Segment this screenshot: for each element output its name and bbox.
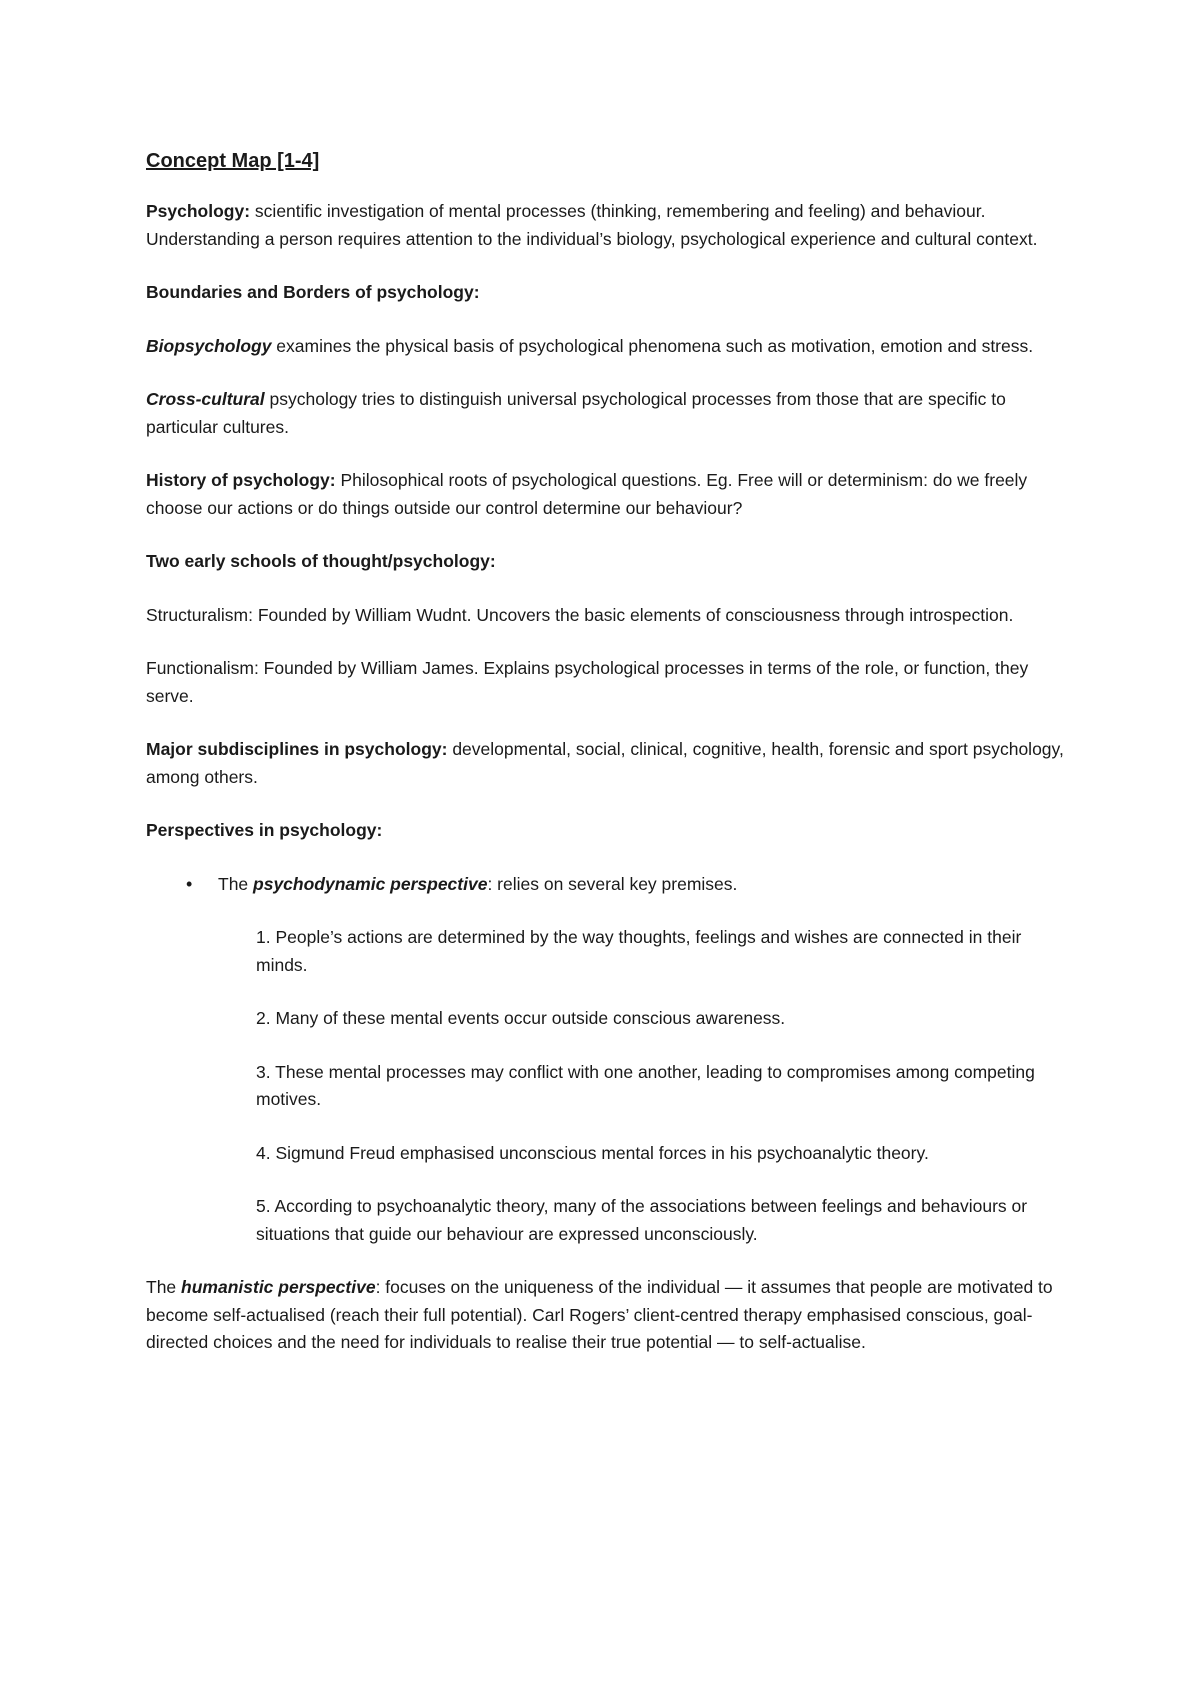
humanistic-paragraph: [146, 1274, 1066, 1357]
psychodynamic-text: : relies on several key premises.: [487, 873, 738, 894]
bullet-dot: •: [186, 873, 193, 894]
history-term: History of psychology:: [146, 470, 336, 490]
premise-item: 2. Many of these mental events occur outside conscious awareness.: [256, 1008, 786, 1028]
subdisciplines-term: Major subdisciplines in psychology:: [146, 739, 448, 759]
history-text: Philosophical roots of psychological questions. Eg. Free will or determinism: do we freely choose our actions or do things outside our control determine our behaviour?: [146, 470, 1028, 518]
biopsychology-term: Biopsychology: [146, 335, 272, 356]
biopsychology-paragraph: [146, 333, 1066, 361]
psychodynamic-prefix: The: [218, 873, 254, 894]
humanistic-text: : focuses on the uniqueness of the individual — it assumes that people are motivated to become self-actualised (reach their full potential). Carl Rogers’ client-centred therapy emphasised conscious, goal-directed choices and the need for individuals to realise their true potential — to self-actualise.: [146, 1277, 1053, 1352]
page-title: Concept Map [1-4]: [146, 150, 320, 172]
schools-heading: Two early schools of thought/psychology:: [146, 551, 496, 571]
psychodynamic-term: psychodynamic perspective: [253, 873, 488, 894]
cross-cultural-text: psychology tries to distinguish universal psychological processes from those that are specific to particular cultures.: [146, 389, 1006, 437]
premise-item: 1. People’s actions are determined by the way thoughts, feelings and wishes are connected in their minds.: [256, 927, 1022, 975]
humanistic-prefix: The: [146, 1277, 182, 1297]
boundaries-heading: Boundaries and Borders of psychology:: [146, 282, 480, 302]
psychology-term: Psychology:: [146, 201, 251, 221]
perspectives-heading: Perspectives in psychology:: [146, 820, 383, 840]
psychodynamic-bullet-item: [146, 871, 1066, 899]
psychology-definition: [146, 198, 1066, 253]
humanistic-term: humanistic perspective: [181, 1277, 376, 1297]
document-body: [146, 146, 1066, 1383]
psychology-text: scientific investigation of mental processes (thinking, remembering and feeling) and behaviour. Understanding a person requires attention to the individual’s biology, psychological experience and cultural context.: [146, 201, 1038, 249]
subdisciplines-paragraph: [146, 736, 1066, 791]
premise-item: 5. According to psychoanalytic theory, many of the associations between feelings and behaviours or situations that guide our behaviour are expressed unconsciously.: [256, 1196, 1028, 1244]
structuralism-paragraph: Structuralism: Founded by William Wudnt. Uncovers the basic elements of consciousness through introspection.: [146, 604, 1014, 625]
premise-item: 4. Sigmund Freud emphasised unconscious mental forces in his psychoanalytic theory.: [256, 1142, 929, 1163]
biopsychology-text: examines the physical basis of psychological phenomena such as motivation, emotion and stress.: [271, 335, 1034, 356]
cross-cultural-term: Cross-cultural: [146, 389, 265, 409]
subdisciplines-text: developmental, social, clinical, cognitive, health, forensic and sport psychology, among others.: [146, 739, 1064, 787]
cross-cultural-paragraph: [146, 386, 1066, 441]
premise-item: 3. These mental processes may conflict with one another, leading to compromises among competing motives.: [256, 1061, 1035, 1109]
history-paragraph: [146, 467, 1066, 522]
functionalism-paragraph: Functionalism: Founded by William James. Explains psychological processes in terms of the role, or function, they serve.: [146, 658, 1029, 706]
